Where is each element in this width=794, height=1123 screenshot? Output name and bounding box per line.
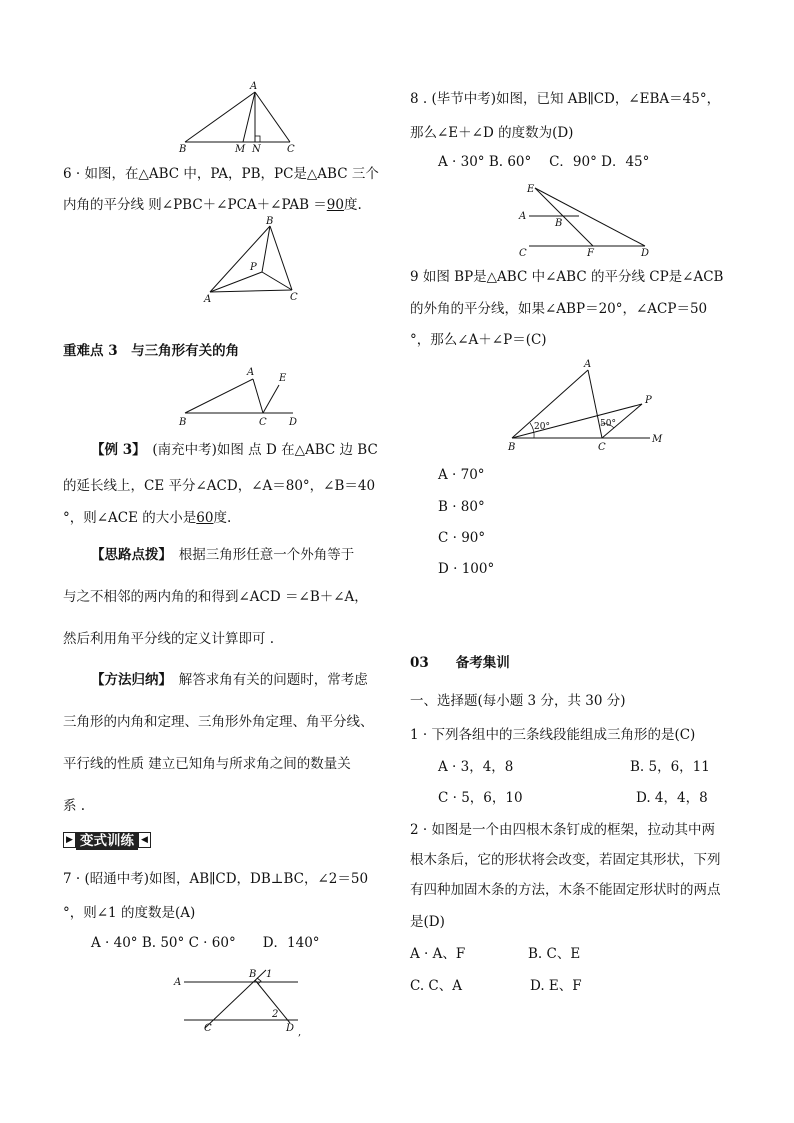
fig-label: C: [598, 442, 606, 453]
ex3-line2: 的延长线上，CE 平分∠ACD，∠A＝80°，∠B＝40: [63, 478, 376, 494]
q8-line1: 8 . (毕节中考)如图，已知 AB∥CD，∠EBA＝45°，: [410, 91, 721, 107]
fig-label: C: [259, 417, 267, 428]
q6-line2: 内角的平分线 则∠PBC＋∠PCA＋∠PAB ＝90度.: [63, 197, 362, 213]
q9-option-a: A · 70°: [438, 467, 485, 483]
fig-label: A: [584, 359, 592, 370]
fig-label: 1: [266, 969, 273, 980]
q9-line2: 的外角的平分线，如果∠ABP＝20°，∠ACP＝50: [410, 301, 708, 317]
q8-line2: 那么∠E＋∠D 的度数为(D): [410, 125, 574, 141]
r2-option-d: D. E、F: [530, 978, 582, 994]
hint-line3: 然后利用角平分线的定义计算即可 .: [63, 631, 275, 647]
figure-bisector-q9: [500, 360, 675, 455]
fig-label: E: [279, 373, 287, 384]
fig-label: B: [179, 144, 187, 155]
r1-option-d: D. 4，4，8: [636, 790, 708, 806]
figure-triangle-p-q6: [200, 216, 310, 310]
fig-label: 2: [272, 1009, 279, 1020]
fig-label: 50°: [600, 419, 616, 429]
fig-label: 20°: [534, 422, 550, 432]
play-left-icon: ◀: [138, 832, 151, 848]
r2-line3: 有四种加固木条的方法，木条不能固定形状时的两点: [410, 882, 721, 898]
fig-label: D: [641, 248, 650, 259]
training-label: 变式训练: [76, 832, 138, 850]
r1-line: 1 · 下列各组中的三条线段能组成三角形的是(C): [410, 727, 696, 743]
fig-label: B: [508, 442, 516, 453]
r2-option-c: C. C、A: [410, 978, 463, 994]
fig-label: C: [290, 292, 298, 303]
fig-label: C: [204, 1023, 212, 1034]
r2-option-a: A · A、F: [410, 946, 466, 962]
section-heading: 03 备考集训: [410, 655, 510, 671]
method-line1: 【方法归纳】 解答求角有关的问题时，常考虑: [91, 672, 368, 688]
r1-option-a: A · 3，4，8: [438, 759, 514, 775]
q6-answer: 90: [326, 197, 344, 213]
q7-line2: °，则∠1 的度数是(A): [63, 905, 196, 921]
fig-label: M: [235, 144, 246, 155]
fig-label: P: [645, 395, 652, 406]
q6-line1: 6 · 如图，在△ABC 中，PA，PB，PC是△ABC 三个: [63, 166, 379, 182]
part1-heading: 一、选择题(每小题 3 分，共 30 分): [410, 693, 626, 709]
ex3-line3: °，则∠ACE 的大小是60度.: [63, 510, 232, 526]
fig-label: A: [250, 81, 258, 92]
figure-exterior-angle: [175, 365, 305, 430]
fig-label: B: [266, 216, 274, 227]
q9-option-d: D · 100°: [438, 561, 495, 577]
r1-option-b: B. 5，6，11: [630, 759, 710, 775]
fig-label: D: [289, 417, 298, 428]
fig-label: B: [555, 218, 563, 229]
hint-line2: 与之不相邻的两内角的和得到∠ACD ＝∠B＋∠A，: [63, 589, 368, 605]
r2-option-b: B. C、E: [528, 946, 581, 962]
fig-label: C: [519, 248, 527, 259]
method-line4: 系 .: [63, 798, 86, 814]
fig-label: D: [286, 1023, 295, 1034]
fig-label: C: [287, 144, 295, 155]
r2-line4: 是(D): [410, 914, 445, 930]
hint-line1: 【思路点拨】 根据三角形任意一个外角等于: [91, 547, 355, 563]
q9-line1: 9 如图 BP是△ABC 中∠ABC 的平分线 CP是∠ACB: [410, 269, 724, 285]
method-line3: 平行线的性质 建立已知角与所求角之间的数量关: [63, 756, 351, 772]
key3-heading: 重难点 3 与三角形有关的角: [63, 343, 240, 359]
figure-parallel-q8: [515, 182, 660, 262]
play-right-icon: ▶: [63, 832, 76, 848]
q9-option-c: C · 90°: [438, 530, 486, 546]
q7-line1: 7 · (昭通中考)如图，AB∥CD，DB⊥BC，∠2＝50: [63, 871, 369, 887]
q9-option-b: B · 80°: [438, 499, 485, 515]
fig-label: A: [519, 211, 527, 222]
method-line2: 三角形的内角和定理、三角形外角定理、角平分线、: [63, 714, 374, 730]
r1-option-c: C · 5，6，10: [438, 790, 523, 806]
q7-options: A · 40° B. 50° C · 60° D．140°: [91, 935, 320, 951]
ex3-line1: 【例 3】 (南充中考)如图 点 D 在△ABC 边 BC: [91, 442, 378, 458]
ex3-answer: 60: [196, 510, 214, 526]
r2-line2: 根木条后，它的形状将会改变，若固定其形状，下列: [410, 852, 721, 868]
fig-label: B: [179, 417, 187, 428]
q8-options: A · 30° B. 60° C．90° D．45°: [438, 154, 650, 170]
q9-line3: °，那么∠A＋∠P＝(C): [410, 332, 547, 348]
fig-label: E: [527, 184, 535, 195]
training-banner: [63, 832, 151, 850]
svg-text:,: ,: [298, 1027, 302, 1038]
r2-line1: 2 · 如图是一个由四根木条钉成的框架，拉动其中两: [410, 822, 715, 838]
figure-parallel-q7: [170, 965, 310, 1040]
fig-label: B: [249, 969, 257, 980]
fig-label: P: [250, 262, 257, 273]
figure-triangle-amn: [175, 80, 305, 155]
fig-label: N: [252, 144, 261, 155]
fig-label: A: [174, 977, 182, 988]
fig-label: A: [204, 294, 212, 305]
fig-label: A: [247, 367, 255, 378]
fig-label: M: [652, 434, 663, 445]
fig-label: F: [587, 248, 594, 259]
